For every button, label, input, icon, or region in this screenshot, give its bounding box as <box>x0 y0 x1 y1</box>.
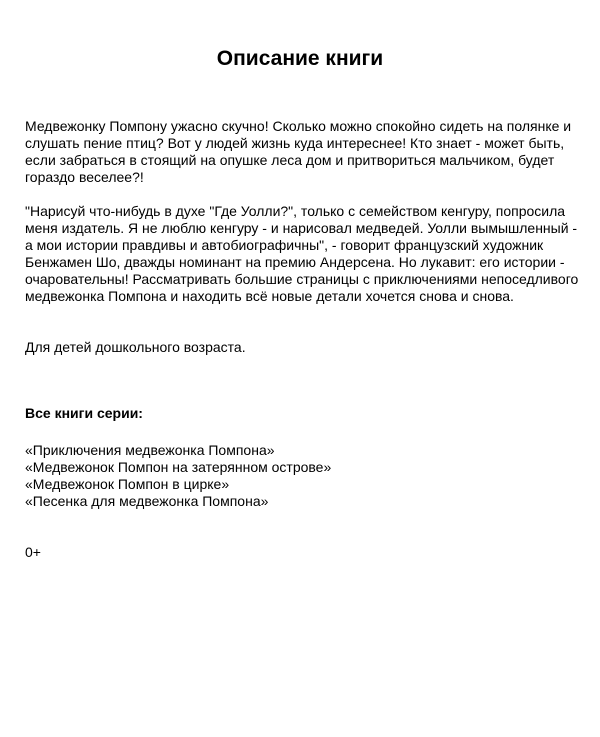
description-paragraph-1: Медвежонку Помпону ужасно скучно! Сколько можно спокойно сидеть на полянке и слушать пение птиц? Вот у людей жизнь куда интереснее! Кто знает - может быть, если забраться в стоящий на опушке леса дом и притвориться мальчиком, будет гораздо веселее?! <box>25 118 572 185</box>
series-heading: Все книги серии: <box>25 405 143 421</box>
description-paragraph-2: "Нарисуй что-нибудь в духе "Где Уолли?", только с семейством кенгуру, попросила меня издатель. Я не люблю кенгуру - и нарисовал медведей. Уолли вымышленный - а мои истории правдивы и автобиографичны", - говорит французский художник Бенжамен Шо, дважды номинант на премию Андерсена. Но лукавит: его истории - очаровательны! Рассматривать большие страницы с приключениями непоседливого медвежонка Помпона и находить всё новые детали хочется снова и снова. <box>25 203 579 304</box>
series-book-list <box>25 442 331 510</box>
page-title: Описание книги <box>216 47 384 70</box>
age-rating: 0+ <box>25 544 41 560</box>
series-book-item: «Приключения медвежонка Помпона» <box>25 442 275 458</box>
series-book-item: «Медвежонок Помпон на затерянном острове» <box>25 459 332 475</box>
series-book-item: «Медвежонок Помпон в цирке» <box>25 476 230 492</box>
description-paragraph-3: Для детей дошкольного возраста. <box>25 339 246 355</box>
series-book-item: «Песенка для медвежонка Помпона» <box>25 493 269 509</box>
